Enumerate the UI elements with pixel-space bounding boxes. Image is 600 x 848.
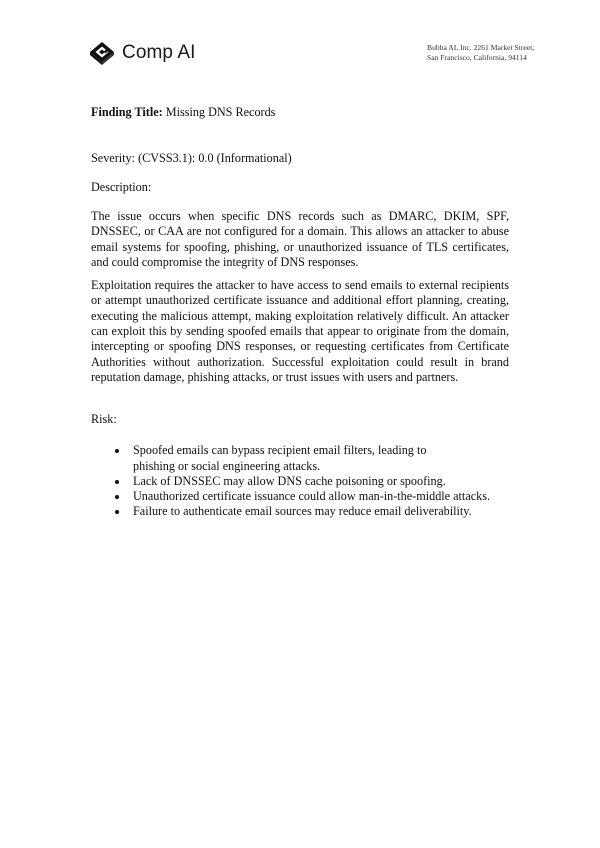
- bullet-icon: [115, 480, 119, 484]
- risk-list: [91, 443, 509, 519]
- finding-title: [91, 104, 509, 120]
- bullet-icon: [115, 495, 119, 499]
- risk-item: Unauthorized certificate issuance could allow man-in-the-middle attacks.: [133, 489, 509, 504]
- risk-item: Failure to authenticate email sources may reduce email deliverability.: [133, 504, 509, 519]
- finding-title-value: Missing DNS Records: [162, 105, 276, 119]
- risk-item: Spoofed emails can bypass recipient email filters, leading to phishing or social engineering attacks.: [133, 443, 463, 474]
- severity-line: Severity: (CVSS3.1): 0.0 (Informational): [91, 151, 292, 165]
- risk-item: Lack of DNSSEC may allow DNS cache poisoning or spoofing.: [133, 474, 509, 489]
- address-line-2: San Francisco, California, 94114: [427, 53, 527, 62]
- address-line-1: Bubba AI, Inc. 2261 Market Street,: [427, 43, 535, 52]
- risk-label: Risk:: [91, 412, 117, 427]
- brand-logo: [89, 41, 196, 65]
- comp-ai-logo-icon: [89, 41, 115, 65]
- company-address: [427, 43, 534, 63]
- finding-title-label: Finding Title:: [91, 105, 163, 119]
- finding-content: [91, 104, 509, 520]
- bullet-icon: [115, 449, 119, 453]
- brand-name: Comp AI: [122, 42, 196, 63]
- bullet-icon: [115, 510, 119, 514]
- description-paragraph-2: Exploitation requires the attacker to have access to send emails to external recipients or attempt unauthorized certificate issuance and additional effort planning, creating, executing the malicious attempt, making exploitation relatively difficult. An attacker can exploit this by sending spoofed emails that appear to originate from the domain, intercepting or spoofing DNS responses, or requesting certificates from Certificate Authorities without authorization. Successful exploitation could result in brand reputation damage, phishing attacks, or trust issues with users and partners.: [91, 278, 509, 384]
- description-paragraph-1: The issue occurs when specific DNS records such as DMARC, DKIM, SPF, DNSSEC, or CAA are not configured for a domain. This allows an attacker to abuse email systems for spoofing, phishing, or unauthorized issuance of TLS certificates, and could compromise the integrity of DNS responses.: [91, 209, 509, 269]
- description-label: Description:: [91, 180, 152, 194]
